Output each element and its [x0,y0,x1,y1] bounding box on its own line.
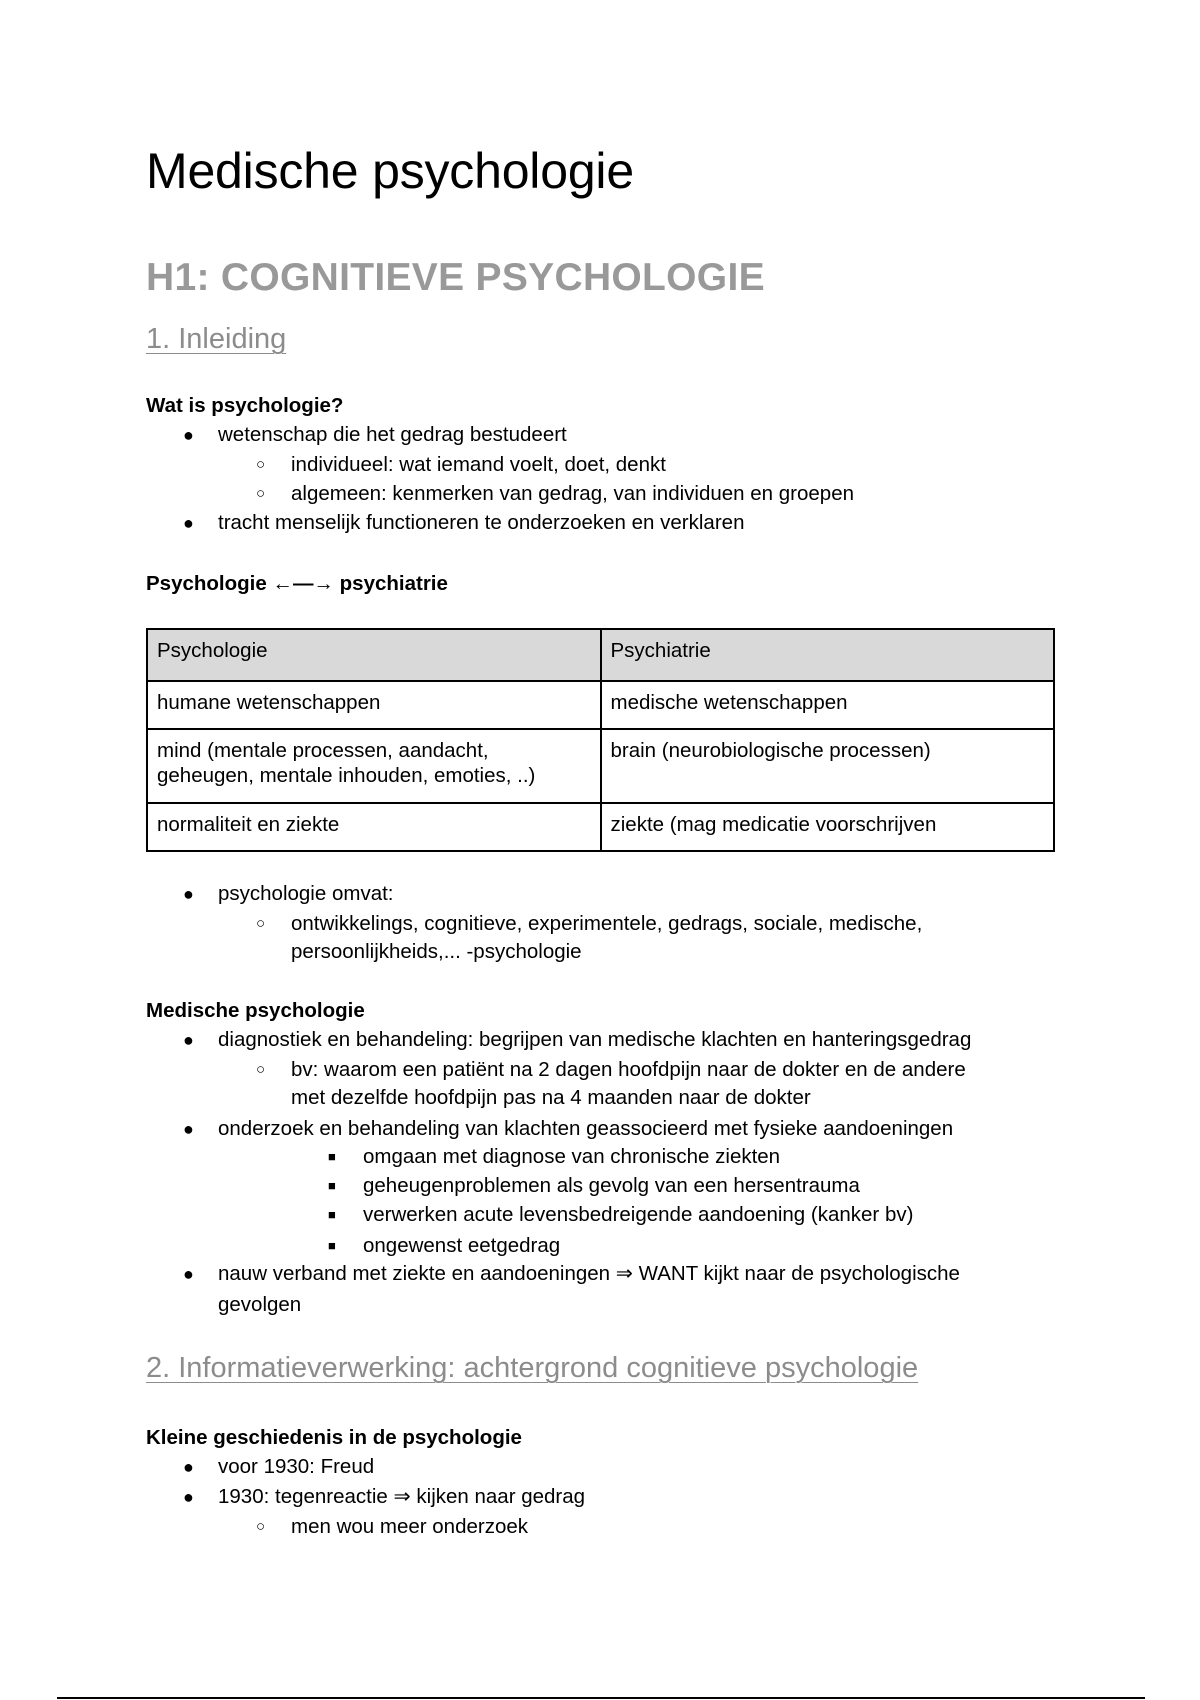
bullet-square-icon: ■ [328,1238,336,1253]
list-item: ● voor 1930: Freud [218,1453,374,1481]
bullet-dot-icon: ● [183,1487,194,1507]
list-item: ● onderzoek en behandeling van klachten geassocieerd met fysieke aandoeningen [218,1115,953,1143]
list-item: ○ individueel: wat iemand voelt, doet, denkt [291,451,666,479]
table-header-psychologie: Psychologie [147,629,601,681]
list-item: ■ omgaan met diagnose van chronische ziekten [363,1143,780,1171]
table-row [147,729,1054,803]
bullet-dot-icon: ● [183,1030,194,1050]
section-heading-inleiding: 1. Inleiding [146,323,287,355]
list-item: ■ ongewenst eetgedrag [363,1232,560,1260]
table-cell: humane wetenschappen [147,681,601,729]
bullet-circle-icon: ○ [256,915,266,932]
table-row [147,681,1054,729]
table-cell: mind (mentale processen, aandacht, geheugen, mentale inhouden, emoties, ..) [147,729,601,803]
bullet-circle-icon: ○ [256,456,266,473]
table-cell: ziekte (mag medicatie voorschrijven [601,803,1055,851]
bullet-square-icon: ■ [328,1207,336,1222]
table-cell: brain (neurobiologische processen) [601,729,1055,803]
list-item: ■ verwerken acute levensbedreigende aandoening (kanker bv) [363,1201,913,1229]
list-item: ● 1930: tegenreactie ⇒ kijken naar gedrag [218,1483,585,1511]
bullet-square-icon: ■ [328,1178,336,1193]
table-cell: medische wetenschappen [601,681,1055,729]
bullet-dot-icon: ● [183,884,194,904]
bullet-circle-icon: ○ [256,1061,266,1078]
list-item: ● wetenschap die het gedrag bestudeert [218,421,567,449]
label-history: Kleine geschiedenis in de psychologie [146,1426,522,1449]
bullet-dot-icon: ● [183,425,194,445]
table-header-row [147,629,1054,681]
list-item-continuation: persoonlijkheids,... -psychologie [291,940,582,963]
label-what-is-psychology: Wat is psychologie? [146,394,344,417]
table-row [147,803,1054,851]
list-item: ● psychologie omvat: [218,880,393,908]
label-medical-psychology: Medische psychologie [146,999,365,1022]
bullet-dot-icon: ● [183,1264,194,1284]
list-item: ○ bv: waarom een patiënt na 2 dagen hoofdpijn naar de dokter en de andere [291,1056,966,1084]
table-header-psychiatrie: Psychiatrie [601,629,1055,681]
bullet-dot-icon: ● [183,1119,194,1139]
list-item-continuation: gevolgen [218,1293,302,1316]
list-item: ● nauw verband met ziekte en aandoeningen ⇒ WANT kijkt naar de psychologische [218,1260,960,1288]
document-title: Medische psychologie [146,143,634,199]
list-item: ● diagnostiek en behandeling: begrijpen van medische klachten en hanteringsgedrag [218,1026,971,1054]
label-comparison: Psychologie ←—→ psychiatrie [146,572,448,595]
comparison-table [146,628,1055,852]
bullet-dot-icon: ● [183,1457,194,1477]
bullet-circle-icon: ○ [256,485,266,502]
list-item: ● tracht menselijk functioneren te onderzoeken en verklaren [218,509,744,537]
list-item: ○ men wou meer onderzoek [291,1513,528,1541]
bullet-square-icon: ■ [328,1149,336,1164]
table-cell: normaliteit en ziekte [147,803,601,851]
bullet-dot-icon: ● [183,513,194,533]
list-item: ○ algemeen: kenmerken van gedrag, van individuen en groepen [291,480,854,508]
bullet-circle-icon: ○ [256,1518,266,1535]
section-heading-informatieverwerking: 2. Informatieverwerking: achtergrond cognitieve psychologie [146,1352,919,1384]
list-item: ○ ontwikkelings, cognitieve, experimentele, gedrags, sociale, medische, [291,910,922,938]
chapter-heading: H1: COGNITIEVE PSYCHOLOGIE [146,256,765,299]
page-bottom-rule [57,1697,1145,1699]
list-item-continuation: met dezelfde hoofdpijn pas na 4 maanden naar de dokter [291,1086,811,1109]
list-item: ■ geheugenproblemen als gevolg van een hersentrauma [363,1172,860,1200]
